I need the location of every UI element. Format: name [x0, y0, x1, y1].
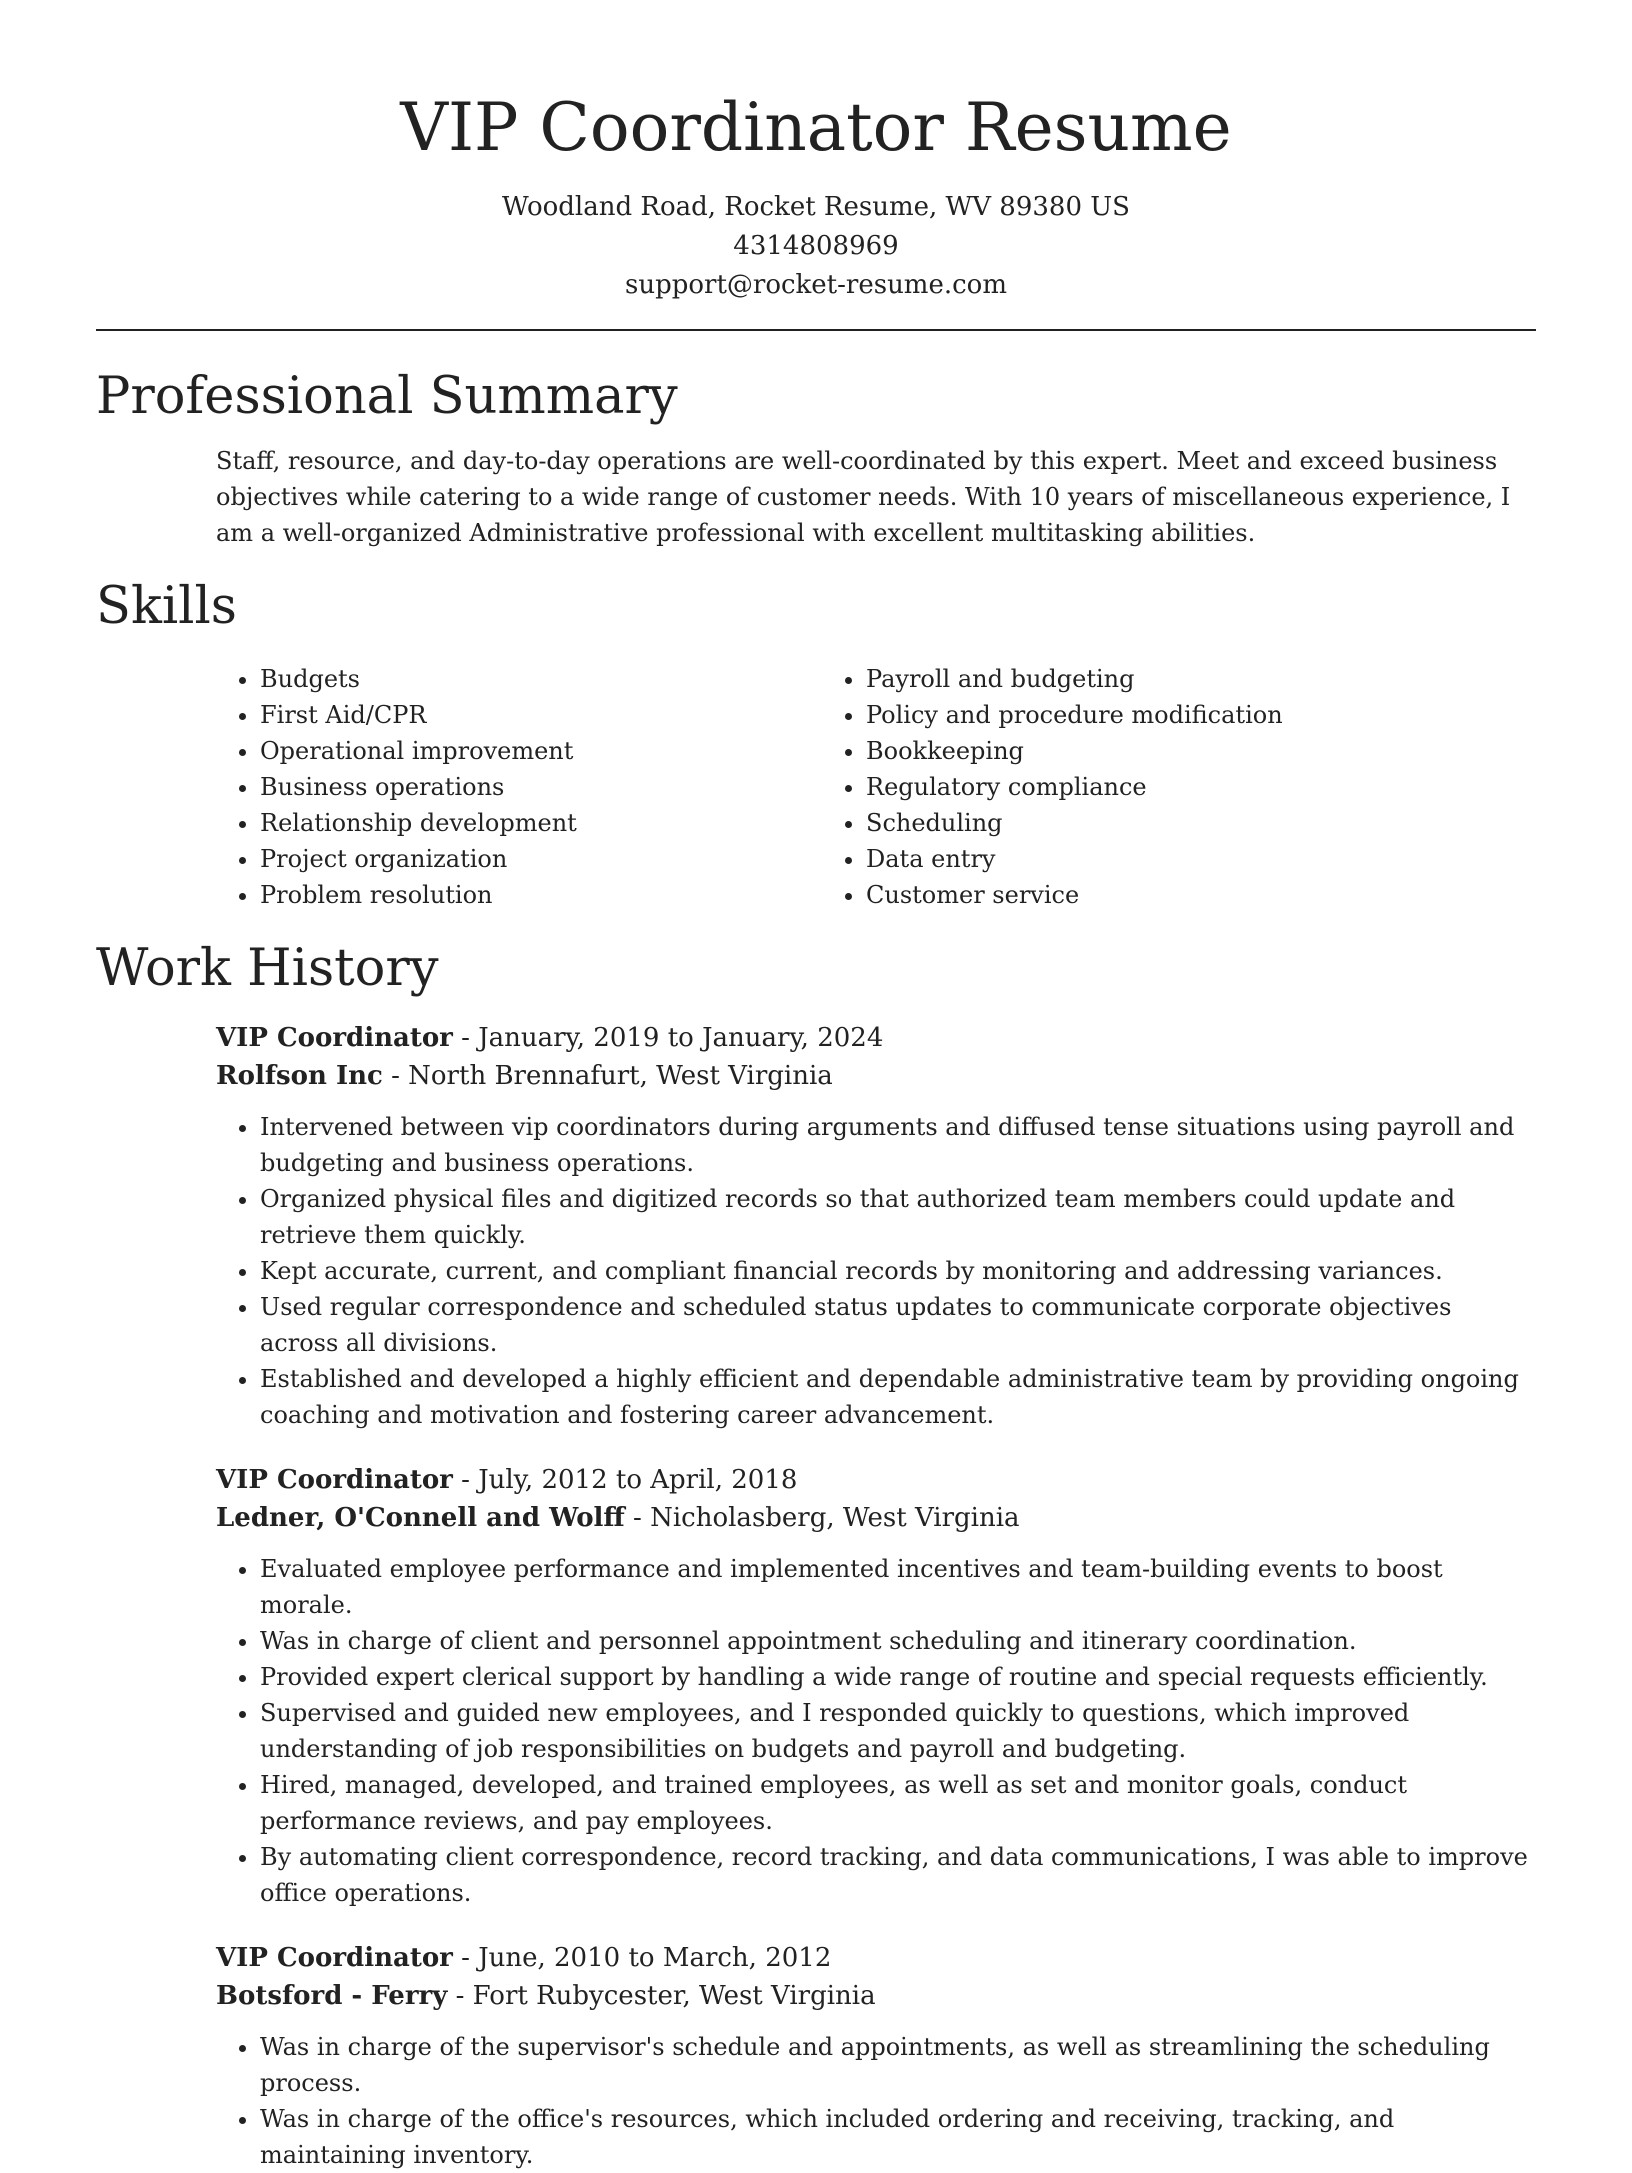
summary-text: Staff, resource, and day-to-day operations are well-coordinated by this expert. Meet and exceed business objectives while catering to a wide range of customer needs. With 10 years of miscellaneous experience, I am a well-organized Administrative professional with excellent multitasking abilities.: [216, 447, 1511, 547]
contact-address: Woodland Road, Rocket Resume, WV 89380 US: [501, 192, 1130, 222]
skill-item: • Regulatory compliance: [866, 769, 1283, 805]
skills-section: [96, 661, 1536, 913]
skill-item: • Project organization: [260, 841, 822, 877]
job-title: VIP Coordinator: [216, 1023, 453, 1053]
job-title: VIP Coordinator: [216, 1943, 453, 1973]
job-bullet: • Provided expert clerical support by handling a wide range of routine and special requests efficiently.: [260, 1659, 1536, 1695]
contact-block: [96, 188, 1536, 305]
job-location: - Fort Rubycester, West Virginia: [447, 1981, 876, 2011]
job-bullet: • By automating client correspondence, record tracking, and data communications, I was able to improve office operations.: [260, 1839, 1536, 1911]
skill-item: • Business operations: [260, 769, 822, 805]
skill-item: • Bookkeeping: [866, 733, 1283, 769]
job-company-line: [216, 1057, 1536, 1095]
job-bullet: • Was in charge of the supervisor's schedule and appointments, as well as streamlining the scheduling process.: [260, 2029, 1536, 2101]
job-company: Ledner, O'Connell and Wolff: [216, 1503, 625, 1533]
job-company: Rolfson Inc: [216, 1061, 383, 1091]
job-bullet: • Intervened between vip coordinators during arguments and diffused tense situations using payroll and budgeting and business operations.: [260, 1109, 1536, 1181]
job-dates: - June, 2010 to March, 2012: [452, 1943, 832, 1973]
job-bullet: • Kept accurate, current, and compliant financial records by monitoring and addressing variances.: [260, 1253, 1536, 1289]
skill-item: • Operational improvement: [260, 733, 822, 769]
job-bullets: [216, 1109, 1536, 1433]
job-bullet: • Hired, managed, developed, and trained employees, as well as set and monitor goals, conduct performance reviews, and pay employees.: [260, 1767, 1536, 1839]
job-bullet: • Evaluated employee performance and implemented incentives and team-building events to boost morale.: [260, 1551, 1536, 1623]
contact-phone: 4314808969: [733, 231, 899, 261]
job-dates: - January, 2019 to January, 2024: [452, 1023, 884, 1053]
skills-list-right: [822, 661, 1283, 913]
resume-title: VIP Coordinator Resume: [400, 89, 1232, 166]
skill-item: • Customer service: [866, 877, 1283, 913]
job-bullet: • Supervised and guided new employees, and I responded quickly to questions, which improved understanding of job responsibilities on budgets and payroll and budgeting.: [260, 1695, 1536, 1767]
skills-heading: Skills: [96, 577, 237, 636]
skill-item: • Data entry: [866, 841, 1283, 877]
resume-header: [96, 0, 1536, 305]
job-dates: - July, 2012 to April, 2018: [452, 1465, 798, 1495]
job-company: Botsford - Ferry: [216, 1981, 448, 2011]
job-title: VIP Coordinator: [216, 1465, 453, 1495]
job-location: - Nicholasberg, West Virginia: [624, 1503, 1020, 1533]
job-bullet: • Used regular correspondence and scheduled status updates to communicate corporate objectives across all divisions.: [260, 1289, 1536, 1361]
skills-list-left: [216, 661, 822, 913]
skill-item: • Budgets: [260, 661, 822, 697]
skill-item: • Policy and procedure modification: [866, 697, 1283, 733]
job-title-line: [216, 1939, 1536, 1977]
skill-item: • Problem resolution: [260, 877, 822, 913]
skill-item: • Scheduling: [866, 805, 1283, 841]
job-title-line: [216, 1019, 1536, 1057]
summary-heading: Professional Summary: [96, 367, 678, 426]
work-history-heading: Work History: [96, 939, 439, 998]
job-entry: [216, 1939, 1536, 2173]
summary-section: [96, 443, 1536, 551]
job-company-line: [216, 1499, 1536, 1537]
work-history-section: [96, 1019, 1536, 2173]
skill-item: • Relationship development: [260, 805, 822, 841]
job-bullets: [216, 2029, 1536, 2173]
skill-item: • First Aid/CPR: [260, 697, 822, 733]
job-entry: [216, 1461, 1536, 1911]
contact-email: support@rocket-resume.com: [624, 270, 1007, 300]
job-bullet: • Was in charge of the office's resources, which included ordering and receiving, tracking, and maintaining inventory.: [260, 2101, 1536, 2173]
job-title-line: [216, 1461, 1536, 1499]
skills-columns: [216, 661, 1536, 913]
header-divider: [96, 329, 1536, 331]
job-company-line: [216, 1977, 1536, 2015]
job-entry: [216, 1019, 1536, 1433]
skill-item: • Payroll and budgeting: [866, 661, 1283, 697]
job-bullet: • Established and developed a highly efficient and dependable administrative team by providing ongoing coaching and motivation and fostering career advancement.: [260, 1361, 1536, 1433]
job-bullet: • Was in charge of client and personnel appointment scheduling and itinerary coordination.: [260, 1623, 1536, 1659]
job-location: - North Brennafurt, West Virginia: [382, 1061, 833, 1091]
job-bullet: • Organized physical files and digitized records so that authorized team members could update and retrieve them quickly.: [260, 1181, 1536, 1253]
job-bullets: [216, 1551, 1536, 1911]
